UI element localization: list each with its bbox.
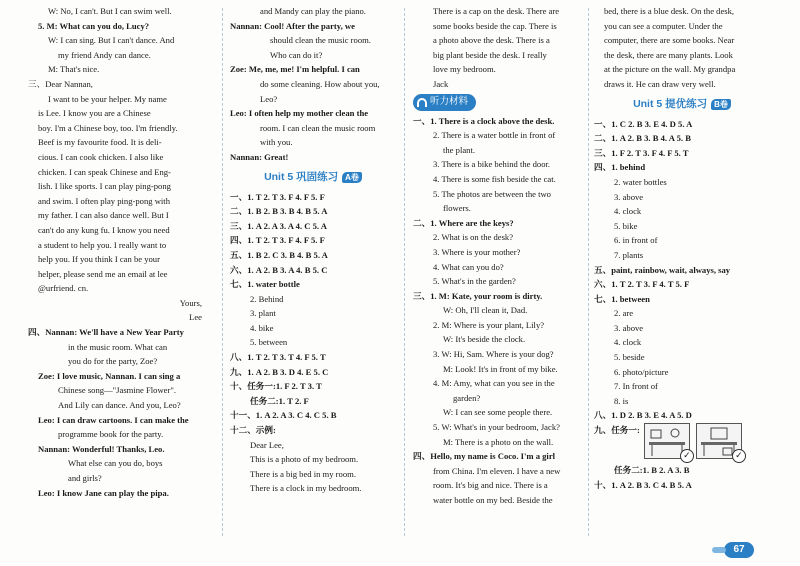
text-line: 四、Hello, my name is Coco. I'm a girl — [413, 451, 556, 462]
unit-a-title: Unit 5 巩固练习 — [264, 171, 339, 184]
text-line: 5. W: What's in your bedroom, Jack? — [433, 422, 560, 433]
listening-continued — [594, 4, 770, 92]
text-line: 5. beside — [614, 352, 645, 363]
text-line: 4. M: Amy, what can you see in the — [433, 378, 555, 389]
text-line: Lee — [189, 312, 202, 323]
text-line: Leo? — [260, 93, 278, 104]
text-line: 八、1. D 2. B 3. E 4. A 5. D — [594, 410, 692, 421]
text-line: 4. clock — [614, 206, 642, 217]
text-line: should clean the music room. — [270, 35, 371, 46]
text-line: 6. photo/picture — [614, 366, 669, 377]
task-one-label: 九、任务一: — [594, 425, 640, 436]
text-line: There is a big bed in my room. — [250, 468, 356, 479]
text-line: There is a cap on the desk. There are — [433, 6, 560, 16]
text-line: 5. bike — [614, 220, 638, 231]
text-line: boy. I'm a Chinese boy, too. I'm friendly. — [38, 122, 178, 133]
text-line: garden? — [453, 392, 481, 403]
text-line: 九、1. A 2. B 3. D 4. E 5. C — [230, 366, 329, 377]
text-line: Jack — [433, 78, 449, 89]
text-line: 3. plant — [250, 308, 276, 319]
text-line: 二、1. Where are the keys? — [413, 217, 514, 228]
text-line: 二、1. B 2. B 3. B 4. B 5. A — [230, 206, 328, 217]
text-line: There is a clock in my bedroom. — [250, 483, 362, 494]
headphones-icon — [417, 98, 427, 107]
text-line: programme book for the party. — [58, 429, 164, 440]
text-line: 七、1. between — [594, 293, 650, 304]
answer-picture-2 — [696, 423, 743, 462]
text-line: Zoe: Me, me, me! I'm helpful. I can — [230, 64, 360, 75]
text-line: W: It's beside the clock. — [443, 334, 526, 345]
text-line: 7. plants — [614, 249, 644, 260]
text-line: Zoe: I love music, Nannan. I can sing a — [38, 370, 181, 381]
text-line: 四、1. behind — [594, 162, 646, 173]
text-line: 六、1. T 2. T 3. F 4. T 5. F — [594, 279, 690, 290]
text-line: Beef is my favourite food. It is deli- — [38, 137, 162, 148]
unit-b-title: Unit 5 提优练习 — [633, 98, 708, 111]
text-line: lish. I like sports. I can play ping-pong — [38, 181, 171, 192]
listening-title: 听力材料 — [430, 96, 469, 108]
text-line: 五、paint, rainbow, wait, always, say — [594, 264, 731, 275]
text-line: 3. above — [614, 322, 644, 333]
text-line: 8. is — [614, 395, 629, 406]
text-line: 五、1. B 2. C 3. B 4. B 5. A — [230, 249, 328, 260]
text-line: love my bedroom. — [433, 64, 496, 75]
column-3 — [413, 4, 585, 508]
text-line: computer, there are some books. Near — [604, 35, 735, 46]
column-4 — [594, 4, 770, 492]
text-line: 5. The photos are between the two — [433, 188, 551, 199]
text-line: 四、Nannan: We'll have a New Year Party — [28, 327, 184, 338]
text-line: can't do any kung fu. I know you need — [38, 224, 170, 235]
text-line: draws it. He can draw very well. — [604, 78, 716, 89]
text-line: 5. M: What can you do, Lucy? — [38, 20, 150, 31]
text-line: Who can do it? — [270, 49, 323, 60]
text-line: water bottle on my bed. Beside the — [433, 495, 553, 505]
text-line: my friend Andy can dance. — [58, 49, 151, 60]
unit-5-b-heading — [594, 95, 770, 115]
column-divider — [404, 8, 405, 536]
text-line: 三、1. A 2. A 3. A 4. C 5. A — [230, 220, 327, 231]
text-line: do some cleaning. How about you, — [260, 78, 380, 89]
column-divider — [222, 8, 223, 536]
text-line: 3. There is a bike behind the door. — [433, 159, 551, 170]
text-line: at the picture on the wall. My grandpa — [604, 64, 736, 75]
text-line: helper, please send me an email at lee — [38, 268, 168, 279]
listening-scripts — [413, 114, 585, 508]
text-line: and Mandy can play the piano. — [260, 6, 366, 16]
text-line: 十一、1. A 2. A 3. C 4. C 5. B — [230, 410, 337, 421]
page-number: 67 — [724, 542, 754, 558]
text-line: bed, there is a blue desk. On the desk, — [604, 6, 735, 16]
text-line: with you. — [260, 137, 293, 148]
text-line: 三、1. F 2. T 3. F 4. F 5. T — [594, 147, 689, 158]
text-line: 2. M: Where is your plant, Lily? — [433, 319, 545, 330]
unit-5-a-heading — [230, 168, 396, 188]
unit-b-badge: B卷 — [711, 99, 731, 110]
check-icon: ✓ — [732, 449, 746, 463]
text-line: the plant. — [443, 144, 475, 155]
text-line: Nannan: Great! — [230, 151, 289, 162]
unit-a-answers — [230, 190, 396, 496]
text-line: 三、Dear Nannan, — [28, 78, 93, 89]
text-line: This is a photo of my bedroom. — [250, 454, 359, 465]
text-line: 六、1. A 2. B 3. A 4. B 5. C — [230, 264, 328, 275]
unit-b-answers — [594, 117, 770, 423]
column-2 — [230, 4, 396, 496]
text-line: Leo: I often help my mother clean the — [230, 108, 369, 119]
letter-continued — [413, 4, 585, 92]
text-line: and swim. I often play ping-pong with — [38, 195, 170, 206]
text-line: 一、1. C 2. B 3. E 4. D 5. A — [594, 118, 693, 129]
text-line: I want to be your helper. My name — [48, 93, 167, 104]
text-line: W: I can sing. But I can't dance. And — [48, 35, 175, 46]
text-line: is Lee. I know you are a Chinese — [38, 108, 151, 119]
text-line: 4. bike — [250, 322, 274, 333]
column-divider — [588, 8, 589, 536]
text-line: Nannan: Cool! After the party, we — [230, 20, 355, 31]
text-line: you can see a computer. Under the — [604, 20, 723, 31]
unit-a-badge: A卷 — [342, 172, 362, 183]
text-line: Leo: I can draw cartoons. I can make the — [38, 414, 189, 425]
text-line: Nannan: Wonderful! Thanks, Leo. — [38, 443, 165, 454]
text-line: 4. clock — [614, 337, 642, 348]
text-line: And Lily can dance. And you, Leo? — [58, 400, 181, 411]
text-line: a student to help you. I really want to — [38, 239, 167, 250]
text-line: 5. between — [250, 337, 288, 348]
text-line: chicken. I can speak Chinese and Eng- — [38, 166, 171, 177]
text-line: you do for the party, Zoe? — [68, 356, 158, 367]
dialogue-continued — [230, 4, 396, 165]
text-line: 任务二:1. B 2. A 3. B — [614, 465, 690, 476]
text-line: my father. I can also dance well. But I — [38, 210, 169, 221]
text-line: What else can you do, boys — [68, 458, 163, 469]
text-line: M: Look! It's in front of my bike. — [443, 363, 558, 374]
text-line: Leo: I know Jane can play the pipa. — [38, 487, 169, 498]
text-line: 十、1. A 2. B 3. C 4. B 5. A — [594, 479, 692, 490]
text-line: cious. I can cook chicken. I also like — [38, 151, 164, 162]
text-line: 七、1. water bottle — [230, 279, 300, 290]
text-line: 4. What can you do? — [433, 261, 504, 272]
text-line: room. I can clean the music room — [260, 122, 376, 133]
text-line: help you. If you think I can be your — [38, 254, 160, 265]
task-one-row — [594, 423, 770, 463]
text-line: 2. What is on the desk? — [433, 232, 514, 243]
answer-picture-1 — [644, 423, 691, 462]
text-line: and girls? — [68, 473, 102, 483]
text-line: 3. Where is your mother? — [433, 246, 521, 257]
column-1 — [28, 4, 214, 500]
text-line: Chinese song—"Jasmine Flower". — [58, 385, 177, 396]
text-line: 四、1. T 2. T 3. F 4. F 5. F — [230, 235, 325, 246]
text-line: 4. There is some fish beside the cat. — [433, 173, 556, 184]
text-line: the desk, there are many plants. Look — [604, 49, 733, 60]
text-line: 三、1. M: Kate, your room is dirty. — [413, 290, 543, 301]
text-line: 2. There is a water bottle in front of — [433, 130, 556, 141]
text-line: 3. above — [614, 191, 644, 202]
text-line: W: No, I can't. But I can swim well. — [48, 6, 172, 16]
text-line: some books beside the cap. There is — [433, 20, 557, 31]
text-line: 任务二:1. T 2. F — [250, 395, 309, 406]
text-line: 一、1. There is a clock above the desk. — [413, 115, 555, 126]
text-line: 十二、示例: — [230, 425, 276, 436]
text-line: 十、任务一:1. F 2. T 3. T — [230, 381, 322, 392]
text-line: 2. Behind — [250, 293, 284, 304]
text-line: room. It's big and nice. There is a — [433, 480, 548, 491]
text-line: 八、1. T 2. T 3. T 4. F 5. T — [230, 352, 326, 363]
check-icon: ✓ — [680, 449, 694, 463]
text-line: W: Oh, I'll clean it, Dad. — [443, 305, 528, 316]
text-line: W: I can see some people there. — [443, 407, 553, 418]
text-line: flowers. — [443, 203, 471, 214]
text-line: M: That's nice. — [48, 64, 100, 75]
text-line: 2. water bottles — [614, 176, 667, 187]
text-line: 7. In front of — [614, 381, 658, 392]
text-line: in the music room. What can — [68, 341, 168, 352]
text-line: M: There is a photo on the wall. — [443, 436, 554, 447]
text-line: 3. W: Hi, Sam. Where is your dog? — [433, 349, 554, 360]
task-two-answers — [594, 463, 770, 492]
text-line: 二、1. A 2. B 3. B 4. A 5. B — [594, 133, 691, 144]
text-line: from China. I'm eleven. I have a new — [433, 465, 561, 476]
text-line: Dear Lee, — [250, 439, 284, 450]
text-line: Yours, — [179, 297, 202, 308]
text-line: 一、1. T 2. T 3. F 4. F 5. F — [230, 191, 325, 202]
listening-heading — [413, 93, 585, 113]
text-line: @urfriend. cn. — [38, 283, 89, 294]
text-line: a photo above the desk. There is a — [433, 35, 550, 46]
text-line: 5. What's in the garden? — [433, 276, 516, 287]
text-line: 6. in front of — [614, 235, 658, 246]
text-line: big plant beside the desk. I really — [433, 49, 547, 60]
text-line: 2. are — [614, 308, 634, 319]
